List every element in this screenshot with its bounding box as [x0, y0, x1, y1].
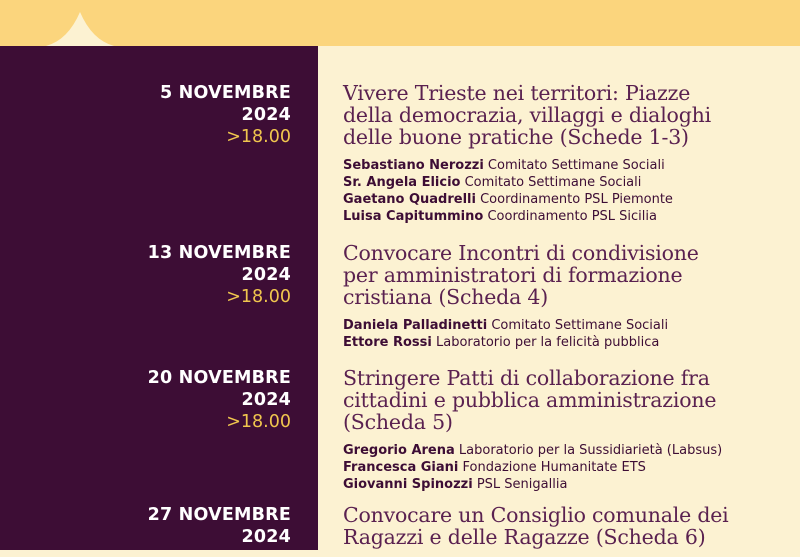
event-date: 13 NOVEMBRE	[147, 243, 291, 263]
event-title-line: cristiana (Scheda 4)	[343, 285, 549, 309]
event-date: 5 NOVEMBRE	[159, 83, 291, 103]
event-date-block	[40, 504, 291, 548]
speaker-role: Coordinamento PSL Piemonte	[480, 192, 673, 207]
event-year: 2024	[241, 390, 291, 410]
speaker-row	[343, 476, 788, 493]
speaker-name: Ettore Rossi	[343, 335, 432, 350]
speaker-name: Sr. Angela Elicio	[343, 175, 461, 190]
event-title-line: delle buone pratiche (Schede 1-3)	[343, 125, 689, 149]
event-date-block	[40, 242, 291, 308]
speaker-row	[343, 459, 788, 476]
event-date: 27 NOVEMBRE	[147, 505, 291, 525]
event-title-line: (Scheda 5)	[343, 410, 453, 434]
speaker-name: Daniela Palladinetti	[343, 318, 488, 333]
event-title-line: cittadini e pubblica amministrazione	[343, 388, 717, 412]
event-date-block	[40, 367, 291, 433]
speaker-role: Laboratorio per la Sussidiarietà (Labsus)	[458, 443, 723, 458]
event-year: 2024	[241, 265, 291, 285]
event-title	[343, 242, 788, 308]
event-title-line: della democrazia, villaggi e dialoghi	[343, 103, 711, 127]
event-year: 2024	[241, 105, 291, 125]
event-content	[343, 82, 788, 225]
event-time: >18.00	[226, 287, 291, 307]
event-year: 2024	[241, 527, 291, 547]
speaker-role: PSL Senigallia	[476, 477, 568, 492]
speaker-role: Coordinamento PSL Sicilia	[487, 209, 657, 224]
event-title	[343, 367, 788, 433]
event-title-line: per amministratori di formazione	[343, 263, 683, 287]
event-date: 20 NOVEMBRE	[147, 368, 291, 388]
speaker-role: Comitato Settimane Sociali	[491, 318, 669, 333]
event-title-line: Convocare Incontri di condivisione	[343, 241, 699, 265]
event-time: >18.00	[226, 412, 291, 432]
event-time: >18.00	[226, 127, 291, 147]
speaker-name: Luisa Capitummino	[343, 209, 484, 224]
speaker-name: Gaetano Quadrelli	[343, 192, 476, 207]
speaker-name: Gregorio Arena	[343, 443, 455, 458]
speaker-role: Laboratorio per la felicità pubblica	[436, 335, 660, 350]
event-title-line: Convocare un Consiglio comunale dei	[343, 503, 729, 527]
speaker-role: Comitato Settimane Sociali	[464, 175, 642, 190]
event-title-line: Stringere Patti di collaborazione fra	[343, 366, 710, 390]
event-content	[343, 504, 788, 557]
speaker-name: Francesca Giani	[343, 460, 459, 475]
speaker-role: Comitato Settimane Sociali	[487, 158, 665, 173]
speaker-row	[343, 191, 788, 208]
speaker-row	[343, 157, 788, 174]
event-content	[343, 367, 788, 493]
speaker-row	[343, 317, 788, 334]
event-title-line: Vivere Trieste nei territori: Piazze	[343, 81, 691, 105]
event-content	[343, 242, 788, 351]
speaker-row	[343, 208, 788, 225]
speaker-name: Giovanni Spinozzi	[343, 477, 473, 492]
event-title	[343, 504, 788, 548]
speaker-row	[343, 174, 788, 191]
speaker-name: Sebastiano Nerozzi	[343, 158, 484, 173]
speaker-row	[343, 442, 788, 459]
speaker-row	[343, 334, 788, 351]
event-date-block	[40, 82, 291, 148]
event-title	[343, 82, 788, 148]
event-title-line: Ragazzi e delle Ragazze (Scheda 6)	[343, 525, 706, 549]
speaker-role: Fondazione Humanitate ETS	[462, 460, 646, 475]
